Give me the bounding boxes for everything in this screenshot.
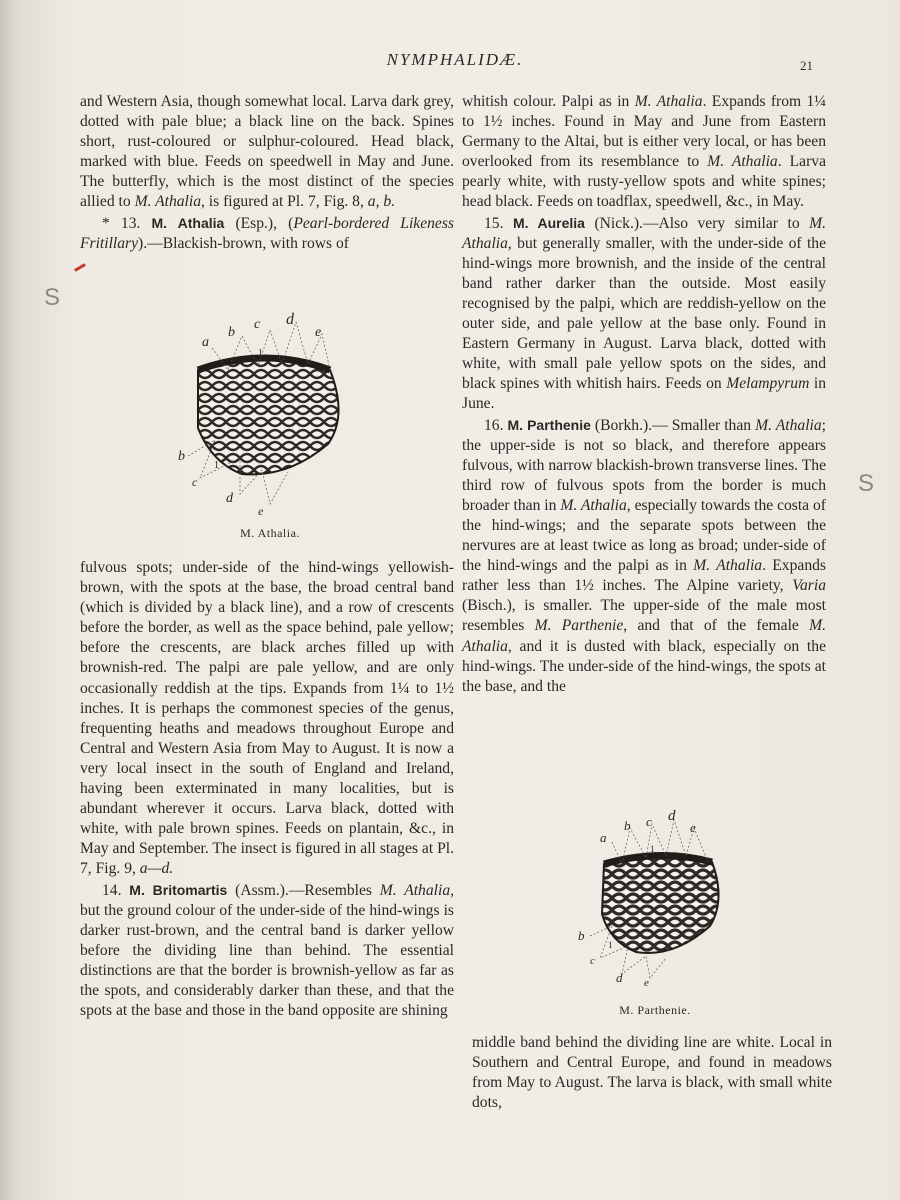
species-number: 14. xyxy=(102,881,130,899)
label-b: b xyxy=(228,325,235,340)
text-run: , especially towards the costa of the hind-wings; and the separate spots between the nervures are at least twice as long as broad; under-side of the hind-wings and the palpi as in xyxy=(462,496,827,575)
right-column-bottom xyxy=(472,1033,832,1113)
text-run: (Nick.).—Also very similar to xyxy=(584,214,810,232)
italic-run: M. Athalia xyxy=(560,496,627,514)
label-e: e xyxy=(690,820,696,835)
species-number: 15. xyxy=(484,214,513,232)
text-run: , but generally smaller, with the under-side of the hind-wings more brownish, and the inside of the central band rather darker than the outside. Most easily recognised by the palpi, which are reddish-yellow on the outer side, and pale yellow at the base only. Found in Eastern Germany in August. Larva black, dotted with white, with small pale yellow spots on the sides, and black spines with whitish hairs. Feeds on xyxy=(462,234,826,393)
text-run: , and that of the female xyxy=(623,617,810,635)
page-number: 21 xyxy=(800,58,813,73)
text-run: (Esp.), ( xyxy=(224,214,294,232)
italic-run: M. Athalia xyxy=(707,153,778,171)
italic-run: M. Parthenie xyxy=(534,617,624,635)
label-a: a xyxy=(202,335,209,350)
label-a: a xyxy=(600,830,607,845)
text-run: (Bisch.), is smaller. The upper-side of the male most resembles xyxy=(462,597,826,635)
figure-athalia-wing xyxy=(170,308,370,518)
text-run: (Borkh.).— Smaller than xyxy=(590,416,756,434)
label-e: e xyxy=(315,325,322,340)
label-b-lower: b xyxy=(578,928,585,943)
species-name: M. Britomartis xyxy=(129,881,228,898)
text-run: whitish colour. Palpi as in xyxy=(462,93,635,110)
italic-run: M. Athalia xyxy=(462,214,827,252)
species-16-entry xyxy=(462,415,826,697)
figure-parthenie-wing xyxy=(570,808,750,998)
text-run: (Assm.).—Resembles xyxy=(227,881,380,899)
species-15-entry xyxy=(462,213,826,415)
label-e-lower: e xyxy=(258,504,264,518)
label-1-upper: 1 xyxy=(650,844,655,854)
label-b-lower: b xyxy=(178,449,185,464)
label-1-upper: 1 xyxy=(258,348,263,359)
right-column-top xyxy=(462,92,826,697)
italic-run: Varia xyxy=(792,577,826,595)
label-c-lower: c xyxy=(590,955,595,967)
italic-run: M. Athalia xyxy=(379,881,451,899)
book-gutter-edge xyxy=(0,0,22,1200)
text-run: in June. xyxy=(462,375,827,413)
italic-run: M. Athalia xyxy=(755,416,822,434)
left-column-bottom xyxy=(80,558,454,1021)
species-number: 16. xyxy=(484,416,508,434)
label-c: c xyxy=(646,814,652,829)
italic-run: a, b. xyxy=(367,193,396,211)
text-run: , is figured at Pl. 7, Fig. 8, xyxy=(201,193,368,211)
text-run: ).—Blackish-brown, with rows of xyxy=(138,234,349,252)
text-run: . Expands rather less than 1½ inches. The Alpine variety, xyxy=(462,557,826,595)
species-13-entry xyxy=(80,213,454,254)
label-c: c xyxy=(254,317,261,332)
paragraph-continued xyxy=(80,92,454,213)
italic-run: M. Athalia xyxy=(134,193,201,211)
label-b: b xyxy=(624,818,631,833)
paragraph-athalia-desc xyxy=(80,558,454,880)
wing-shape xyxy=(198,358,339,474)
text-run: , but the ground colour of the under-side of the hind-wings is darker rust-brown, and the central band is darker yellow before the dividing line than behind. The essential distinctions are that the border is brownish-yellow as far as the spots, and considerably darker than these, and that the spots at the base and those in the band opposite are shining xyxy=(80,881,455,1020)
text-run: , and it is dusted with black, especially on the hind-wings. The under-side of the hind-wings, the spots at the base, and the xyxy=(462,637,826,695)
species-name: M. Athalia xyxy=(151,214,225,231)
species-name: M. Parthenie xyxy=(507,416,591,433)
pencil-mark-right: S xyxy=(858,470,875,497)
italic-run: Melampyrum xyxy=(726,375,810,393)
label-d: d xyxy=(286,311,294,328)
species-name: M. Aurelia xyxy=(512,214,585,231)
italic-run: M. Athalia xyxy=(634,93,703,110)
figure-caption-parthenie: M. Parthenie. xyxy=(619,1003,691,1017)
paragraph-parthenie-continued: middle band behind the dividing line are white. Local in Southern and Central Europe, and found in meadows from May to August. The larva is black, with small white dots, xyxy=(472,1034,832,1112)
left-column-top xyxy=(80,92,454,254)
label-d: d xyxy=(668,808,676,824)
text-run: . Larva pearly white, with rusty-yellow spots and white spines; head black. Feeds on toadflax, speedwell, &c., in May. xyxy=(462,153,826,211)
label-c-lower: c xyxy=(192,475,198,489)
pencil-mark-left: S xyxy=(44,284,61,311)
paragraph-continued-right xyxy=(462,92,826,213)
running-header: NYMPHALIDÆ. xyxy=(386,50,524,69)
text-run: fulvous spots; under-side of the hind-wings yellowish-brown, with the spots at the base, the broad central band (which is divided by a black line), and a row of crescents before the border, as well as the space behind, pale yellow; before the crescents, are black arches filled up with brownish-red. The palpi are pale yellow, and are only occasionally reddish at the tips. Expands from 1¼ to 1½ inches. It is perhaps the commonest species of the genus, frequenting heaths and meadows throughout Europe and Central and Western Asia from May to August. It is now a very local insect in the south of England and Ireland, having been exterminated in many localities, but is abundant wherever it occurs. Larva black, dotted with white, with pale brown spines. Feeds on plantain, &c., in May and September. The insect is figured in all stages at Pl. 7, Fig. 9, xyxy=(80,559,454,878)
label-e-lower: e xyxy=(644,977,649,989)
text-run: ; the upper-side is not so black, and therefore appears fulvous, with narrow blackish-brown transverse lines. The third row of fulvous spots from the border is much broader than in xyxy=(462,416,826,514)
label-1-lower: 1 xyxy=(608,940,613,950)
common-name: Pearl-bordered Likeness Fritillary xyxy=(80,214,454,252)
italic-run: a—d. xyxy=(139,860,174,878)
italic-run: M. Athalia xyxy=(462,617,826,655)
wing-shape xyxy=(602,855,719,952)
figure-caption-athalia: M. Athalia. xyxy=(240,526,300,540)
italic-run: M. Athalia xyxy=(693,557,763,575)
text-run: and Western Asia, though somewhat local. Larva dark grey, dotted with pale blue; a black line on the back. Spines short, rust-coloured or sulphur-coloured. Head black, marked with blue. Feeds on speedwell in May and June. The butterfly, which is the most distinct of the species allied to xyxy=(80,93,454,211)
label-1-lower: 1 xyxy=(214,460,219,471)
text-run: . Expands from 1¼ to 1½ inches. Found in May and June from Eastern Germany to the Altai, but is either very local, or has been overlooked from its resemblance to xyxy=(462,93,826,171)
label-d-lower: d xyxy=(616,970,623,985)
label-d-lower: d xyxy=(226,491,233,506)
species-number: * 13. xyxy=(102,214,141,232)
species-14-entry xyxy=(80,880,454,1022)
